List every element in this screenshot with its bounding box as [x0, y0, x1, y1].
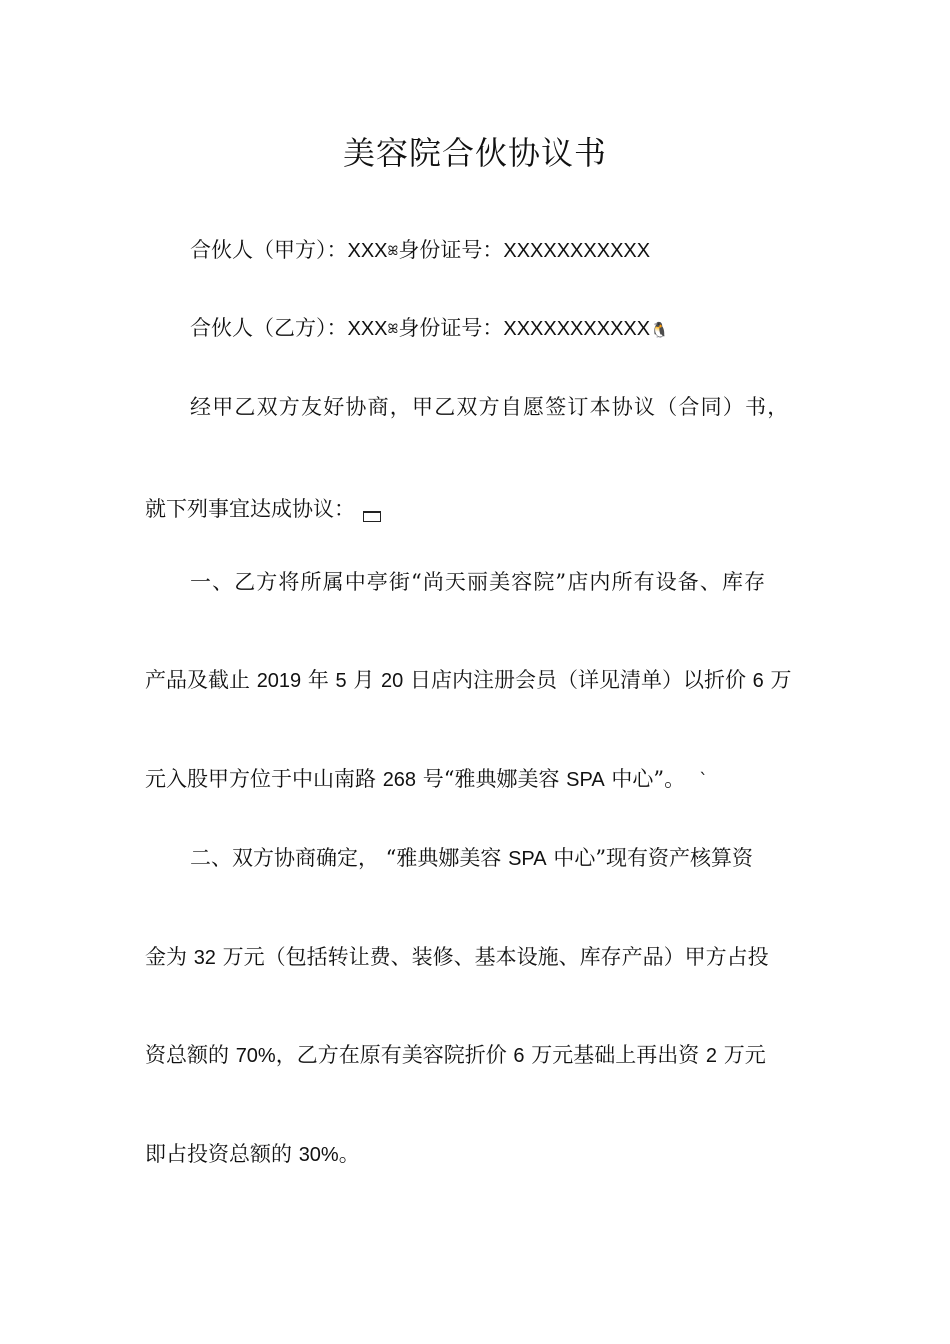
party-a-name: XXX	[347, 240, 388, 262]
clause-1-addr-no: 268	[382, 769, 417, 791]
intro-line-2-text: 就下列事宜达成协议：	[145, 497, 355, 521]
clause-2-capital-detail: 万元（包括转让费、装修、基本设施、库存产品）甲方占投	[215, 945, 769, 969]
clause-1-center-end: 中心”。	[604, 767, 686, 791]
clause-2-text-b: 中心”现有资产核算资	[546, 846, 754, 870]
clause-2-text-a: 二、双方协商确定， “雅典娜美容	[190, 846, 509, 870]
clause-2-line-1	[190, 843, 753, 874]
party-b-mark: ꕤ	[387, 322, 399, 337]
clause-1-amount: 6	[752, 670, 764, 692]
clause-2-party-b-amt2: 2	[705, 1045, 718, 1067]
clause-2-share-text: 资总额的	[145, 1043, 236, 1067]
clause-1-text-e: 万	[763, 668, 792, 692]
intro-line-1: 经甲乙双方友好协商，甲乙双方自愿签订本协议（合同）书，	[190, 395, 790, 419]
clause-2-party-b-text-2: 万元基础上再出资	[524, 1043, 706, 1067]
clause-1-day: 20	[381, 670, 404, 692]
clause-2-party-a-pct: 70%	[235, 1045, 276, 1067]
clause-2-final-text: 即占投资总额的	[145, 1142, 299, 1166]
party-a-label: 合伙人（甲方）：	[190, 238, 348, 262]
clause-1-line-1: 一、乙方将所属中亭街“尚天丽美容院”店内所有设备、库存	[190, 570, 767, 594]
clause-2-spa: SPA	[508, 848, 547, 870]
document-title: 美容院合伙协议书	[342, 134, 607, 172]
clause-1-spa: SPA	[566, 769, 605, 791]
clause-2-party-b-amt1: 6	[513, 1045, 525, 1067]
party-b-label: 合伙人（乙方）：	[190, 316, 348, 340]
intro-line-2	[145, 494, 381, 524]
clause-1-text-c: 月	[346, 668, 382, 692]
party-b-line	[190, 313, 669, 345]
party-a-line	[190, 235, 650, 267]
clause-1-text-d: 日店内注册会员（详见清单）以折价	[403, 668, 753, 692]
clause-1-center-text: 号“雅典娜美容	[416, 767, 567, 791]
party-b-id-label: 身份证号：	[398, 316, 504, 340]
clause-1-line-2	[145, 665, 791, 696]
clause-1-line-3	[145, 764, 708, 796]
clause-1-tick: `	[699, 770, 709, 791]
clause-1-month: 5	[335, 670, 347, 692]
party-a-id-label: 身份证号：	[398, 238, 504, 262]
clause-1-text-b: 年	[301, 668, 336, 692]
clause-2-capital-amount: 32	[193, 947, 216, 969]
clause-2-line-4	[145, 1139, 360, 1170]
box-icon	[363, 511, 381, 522]
party-a-mark: ꕤ	[387, 244, 399, 259]
clause-2-capital-text: 金为	[145, 945, 194, 969]
party-a-id-value: XXXXXXXXXXX	[503, 240, 651, 262]
penguin-icon: 🐧	[650, 321, 669, 339]
party-b-id-value: XXXXXXXXXXX	[503, 318, 651, 340]
clause-2-final-end: 。	[338, 1142, 360, 1166]
clause-1-addr-text: 元入股甲方位于中山南路	[145, 767, 383, 791]
clause-1-text-a: 产品及截止	[145, 668, 257, 692]
party-b-name: XXX	[347, 318, 388, 340]
clause-2-party-b-text: ，乙方在原有美容院折价	[275, 1043, 514, 1067]
clause-2-line-3	[145, 1040, 766, 1071]
clause-2-party-b-pct: 30%	[298, 1144, 339, 1166]
clause-1-year: 2019	[256, 670, 302, 692]
clause-2-party-b-text-3: 万元	[717, 1043, 766, 1067]
clause-2-line-2	[145, 942, 769, 973]
